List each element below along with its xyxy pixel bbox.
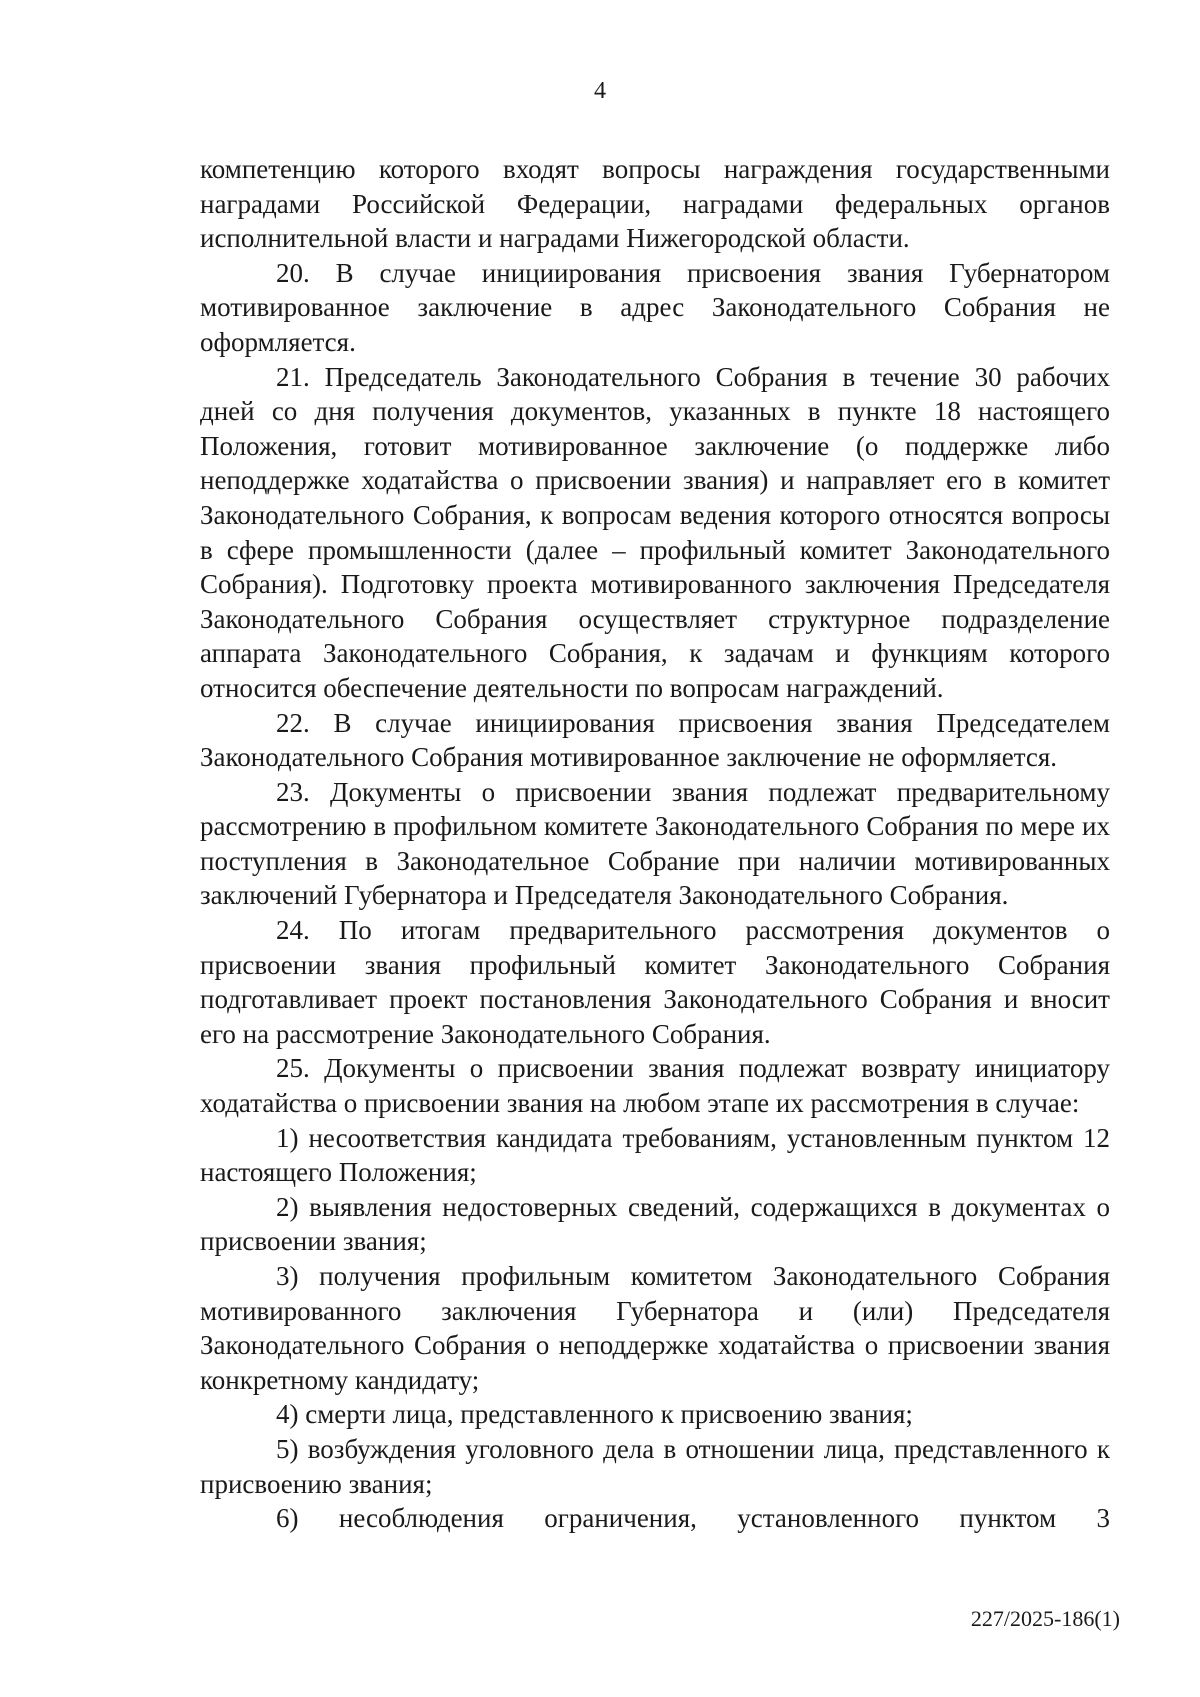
list-item-1: 1) несоответствия кандидата требованиям, установленным пунктом 12 настоящего Положения; bbox=[200, 1122, 1110, 1188]
paragraph-22: 22. В случае инициирования присвоения звания Председателем Законодательного Собрания мотивированное заключение не оформляется. bbox=[200, 707, 1110, 773]
paragraph-continuation: компетенцию которого входят вопросы награждения государственными наградами Российской Федерации, наградами федеральных органов исполнительной власти и наградами Нижегородской области. bbox=[200, 154, 1110, 254]
document-body bbox=[200, 152, 1110, 1536]
list-item-2: 2) выявления недостоверных сведений, содержащихся в документах о присвоении звания; bbox=[200, 1191, 1110, 1257]
paragraph-20: 20. В случае инициирования присвоения звания Губернатором мотивированное заключение в адрес Законодательного Собрания не оформляется. bbox=[200, 257, 1110, 357]
list-item-3: 3) получения профильным комитетом Законодательного Собрания мотивированного заключения Губернатора и (или) Председателя Законодательного Собрания о неподдержке ходатайства о присвоении звания конкретному кандидату; bbox=[200, 1261, 1110, 1395]
page-number: 4 bbox=[594, 78, 606, 104]
paragraph-24: 24. По итогам предварительного рассмотрения документов о присвоении звания профильный комитет Законодательного Собрания подготавливает проект постановления Законодательного Собрания и вносит его на рассмотрение Законодательного Собрания. bbox=[200, 915, 1110, 1049]
list-item-4: 4) смерти лица, представленного к присвоению звания; bbox=[276, 1399, 913, 1430]
paragraph-25: 25. Документы о присвоении звания подлежат возврату инициатору ходатайства о присвоении звания на любом этапе их рассмотрения в случае: bbox=[200, 1053, 1110, 1119]
paragraph-21: 21. Председатель Законодательного Собрания в течение 30 рабочих дней со дня получения документов, указанных в пункте 18 настоящего Положения, готовит мотивированное заключение (о поддержке либо неподдержке ходатайства о присвоении звания) и направляет его в комитет Законодательного Собрания, к вопросам ведения которого относятся вопросы в сфере промышленности (далее – профильный комитет Законодательного Собрания). Подготовку проекта мотивированного заключения Председателя Законодательного Собрания осуществляет структурное подразделение аппарата Законодательного Собрания, к задачам и функциям которого относится обеспечение деятельности по вопросам награждений. bbox=[200, 361, 1110, 703]
list-item-5: 5) возбуждения уголовного дела в отношении лица, представленного к присвоению звания; bbox=[200, 1433, 1110, 1499]
paragraph-23: 23. Документы о присвоении звания подлежат предварительному рассмотрению в профильном комитете Законодательного Собрания по мере их поступления в Законодательное Собрание при наличии мотивированных заключений Губернатора и Председателя Законодательного Собрания. bbox=[200, 776, 1110, 911]
document-code: 227/2025-186(1) bbox=[970, 1606, 1120, 1631]
list-item-6: 6) несоблюдения ограничения, установленного пунктом 3 bbox=[276, 1503, 1110, 1534]
